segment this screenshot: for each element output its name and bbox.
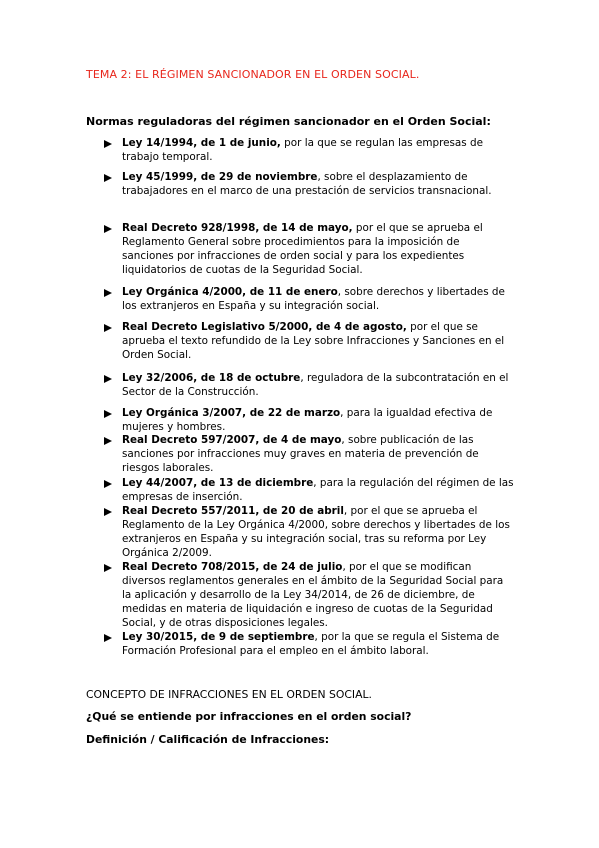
right-triangle-bullet-icon <box>104 480 112 488</box>
norm-text <box>122 631 514 659</box>
law-description: , para la regulación del régimen de las empresas de inserción. <box>122 477 514 503</box>
right-triangle-bullet-icon <box>104 225 112 233</box>
norm-text <box>122 321 514 363</box>
list-item <box>104 434 514 476</box>
norm-text <box>122 407 514 435</box>
law-description: , reguladora de la subcontratación en el Sector de la Construcción. <box>122 372 509 398</box>
list-item <box>104 407 514 435</box>
law-name: Ley 32/2006, de 18 de octubre <box>122 372 301 384</box>
law-name: Real Decreto 597/2007, de 4 de mayo <box>122 434 342 446</box>
law-description: por el que se aprueba el texto refundido de la Ley sobre Infracciones y Sanciones en el Orden Social. <box>122 321 505 361</box>
law-name: Real Decreto Legislativo 5/2000, de 4 de agosto, <box>122 321 407 333</box>
question-heading: ¿Qué se entiende por infracciones en el orden social? <box>86 710 412 723</box>
list-item <box>104 222 514 278</box>
list-item <box>104 561 514 631</box>
right-triangle-bullet-icon <box>104 410 112 418</box>
right-triangle-bullet-icon <box>104 437 112 445</box>
list-item <box>104 321 514 363</box>
law-name: Ley 45/1999, de 29 de noviembre <box>122 171 318 183</box>
norm-text <box>122 222 514 278</box>
law-description: , sobre el desplazamiento de trabajadores en el marco de una prestación de servicios transnacional. <box>122 171 492 197</box>
concept-heading: CONCEPTO DE INFRACCIONES EN EL ORDEN SOCIAL. <box>86 688 372 701</box>
law-description: , por el que se modifican diversos reglamentos generales en el ámbito de la Seguridad Social para la aplicación y desarrollo de la Ley 34/2014, de 26 de diciembre, de medidas en materia de liquidación e ingreso de cuotas de la Seguridad Social, y de otras disposiciones legales. <box>122 561 504 629</box>
norm-text <box>122 505 514 561</box>
list-item <box>104 171 514 199</box>
list-item <box>104 372 514 400</box>
right-triangle-bullet-icon <box>104 508 112 516</box>
norm-text <box>122 372 514 400</box>
law-description: por la que se regulan las empresas de trabajo temporal. <box>122 137 483 163</box>
norm-text <box>122 286 514 314</box>
law-description: , sobre derechos y libertades de los extranjeros en España y su integración social. <box>122 286 505 312</box>
law-description: , para la igualdad efectiva de mujeres y hombres. <box>122 407 493 433</box>
right-triangle-bullet-icon <box>104 140 112 148</box>
list-item <box>104 137 514 165</box>
law-name: Ley Orgánica 3/2007, de 22 de marzo <box>122 407 341 419</box>
norm-text <box>122 171 514 199</box>
law-description: , por el que se aprueba el Reglamento de la Ley Orgánica 4/2000, sobre derechos y libertades de los extranjeros en España y su integración social, tras su reforma por Ley Orgánica 2/2009. <box>122 505 510 559</box>
right-triangle-bullet-icon <box>104 375 112 383</box>
right-triangle-bullet-icon <box>104 324 112 332</box>
norm-text <box>122 477 514 505</box>
definition-heading: Definición / Calificación de Infracciones: <box>86 733 330 746</box>
section-heading: Normas reguladoras del régimen sancionador en el Orden Social: <box>86 115 491 128</box>
law-name: Ley 44/2007, de 13 de diciembre <box>122 477 314 489</box>
law-name: Real Decreto 928/1998, de 14 de mayo, <box>122 222 353 234</box>
list-item <box>104 286 514 314</box>
list-item <box>104 505 514 561</box>
law-name: Ley Orgánica 4/2000, de 11 de enero <box>122 286 338 298</box>
law-description: , por la que se regula el Sistema de Formación Profesional para el empleo en el ámbito laboral. <box>122 631 500 657</box>
right-triangle-bullet-icon <box>104 289 112 297</box>
law-name: Real Decreto 557/2011, de 20 de abril <box>122 505 344 517</box>
list-item <box>104 477 514 505</box>
norm-text <box>122 434 514 476</box>
law-description: , sobre publicación de las sanciones por infracciones muy graves en materia de prevención de riesgos laborales. <box>122 434 479 474</box>
norm-text <box>122 137 514 165</box>
list-item <box>104 631 514 659</box>
norm-text <box>122 561 514 631</box>
law-description: por el que se aprueba el Reglamento General sobre procedimientos para la imposición de sanciones por infracciones de orden social y para los expedientes liquidatorios de cuotas de la Seguridad Social. <box>122 222 483 276</box>
right-triangle-bullet-icon <box>104 564 112 572</box>
right-triangle-bullet-icon <box>104 634 112 642</box>
document-title: TEMA 2: EL RÉGIMEN SANCIONADOR EN EL ORDEN SOCIAL. <box>86 68 420 81</box>
right-triangle-bullet-icon <box>104 174 112 182</box>
law-name: Real Decreto 708/2015, de 24 de julio <box>122 561 343 573</box>
law-name: Ley 14/1994, de 1 de junio, <box>122 137 281 149</box>
law-name: Ley 30/2015, de 9 de septiembre <box>122 631 315 643</box>
